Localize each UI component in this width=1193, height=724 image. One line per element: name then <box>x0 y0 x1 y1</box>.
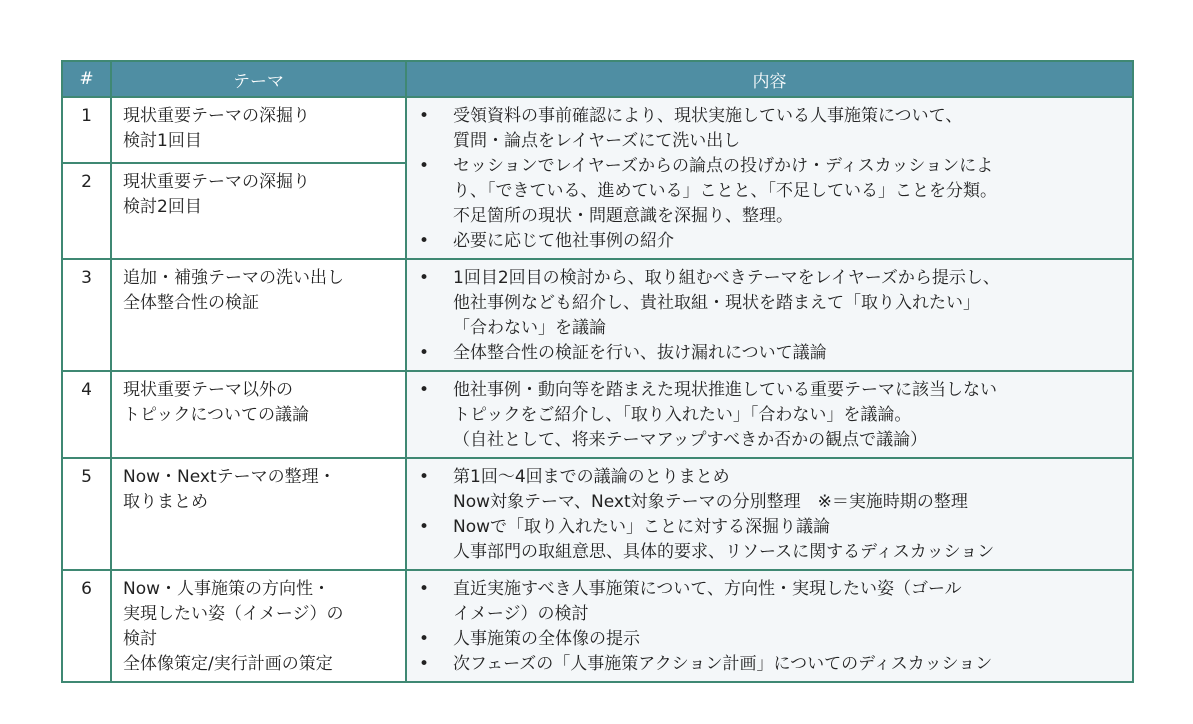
header-row <box>62 61 1133 97</box>
bullet-item <box>417 154 1126 229</box>
content-line: 人事部門の取組意思、具体的要求、リソースに関するディスカッション <box>453 542 995 562</box>
content-line: 「合わない」を議論 <box>453 318 606 338</box>
header-content: 内容 <box>406 61 1133 97</box>
bullet-icon: • <box>419 343 430 363</box>
bullet-item <box>417 104 1126 154</box>
content-line: 全体整合性の検証を行い、抜け漏れについて議論 <box>453 343 827 363</box>
theme-line: Now・人事施策の方向性・ <box>123 579 331 599</box>
bullet-item <box>417 577 1126 627</box>
bullet-icon: • <box>419 629 430 649</box>
row-number: 4 <box>62 371 111 458</box>
bullet-item <box>417 652 1126 677</box>
row-theme <box>111 163 406 259</box>
header-theme: テーマ <box>111 61 406 97</box>
row-content <box>406 259 1133 371</box>
row-theme <box>111 97 406 163</box>
row-number: 3 <box>62 259 111 371</box>
theme-line: 検討1回目 <box>123 131 202 151</box>
bullet-item <box>417 627 1126 652</box>
row-number: 6 <box>62 570 111 682</box>
table-row <box>62 371 1133 458</box>
row-number: 5 <box>62 458 111 570</box>
table-row <box>62 570 1133 682</box>
bullet-icon: • <box>419 156 430 176</box>
theme-line: 全体像策定/実行計画の策定 <box>123 654 333 674</box>
theme-line: 取りまとめ <box>123 492 208 512</box>
row-theme <box>111 259 406 371</box>
schedule-table <box>61 60 1134 683</box>
theme-line: 実現したい姿（イメージ）の <box>123 604 344 624</box>
row-number: 2 <box>62 163 111 259</box>
content-line: 他社事例なども紹介し、貴社取組・現状を踏まえて「取り入れたい」 <box>453 293 980 313</box>
row-theme <box>111 371 406 458</box>
theme-line: 検討 <box>123 629 157 649</box>
row-content <box>406 371 1133 458</box>
content-line: 人事施策の全体像の提示 <box>453 629 640 649</box>
bullet-icon: • <box>419 467 430 487</box>
content-line: り、「できている、進めている」ことと、「不足している」ことを分類。 <box>453 181 997 201</box>
row-theme <box>111 458 406 570</box>
content-line: 受領資料の事前確認により、現状実施している人事施策について、 <box>453 106 963 126</box>
theme-line: 全体整合性の検証 <box>123 293 259 313</box>
content-line: Nowで「取り入れたい」ことに対する深掘り議論 <box>453 517 831 537</box>
content-line: トピックをご紹介し、「取り入れたい」「合わない」を議論。 <box>453 405 912 425</box>
bullet-icon: • <box>419 268 430 288</box>
bullet-item <box>417 341 1126 366</box>
content-line: （自社として、将来テーマアップすべきか否かの観点で議論） <box>453 430 928 450</box>
theme-line: 検討2回目 <box>123 197 202 218</box>
content-line: 1回目2回目の検討から、取り組むべきテーマをレイヤーズから提示し、 <box>453 268 1000 288</box>
content-line: 他社事例・動向等を踏まえた現状推進している重要テーマに該当しない <box>453 380 997 400</box>
content-line: 質問・論点をレイヤーズにて洗い出し <box>453 131 741 151</box>
content-line: Now対象テーマ、Next対象テーマの分別整理 ※＝実施時期の整理 <box>453 492 968 512</box>
bullet-icon: • <box>419 380 430 400</box>
theme-line: 現状重要テーマ以外の <box>123 380 293 400</box>
content-line: セッションでレイヤーズからの論点の投げかけ・ディスカッションによ <box>453 156 994 176</box>
theme-line: Now・Nextテーマの整理・ <box>123 467 336 487</box>
bullet-icon: • <box>419 231 430 251</box>
row-theme <box>111 570 406 682</box>
content-line: 次フェーズの「人事施策アクション計画」についてのディスカッション <box>453 654 993 674</box>
row-content <box>406 570 1133 682</box>
row-number: 1 <box>62 97 111 163</box>
table-row <box>62 259 1133 371</box>
content-line: 必要に応じて他社事例の紹介 <box>453 231 674 251</box>
content-line: 第1回～4回までの議論のとりまとめ <box>453 467 730 487</box>
content-line: イメージ）の検討 <box>453 604 589 624</box>
theme-line: 追加・補強テーマの洗い出し <box>123 268 344 288</box>
bullet-icon: • <box>419 654 430 674</box>
bullet-icon: • <box>419 579 430 599</box>
theme-line: 現状重要テーマの深掘り <box>123 106 310 126</box>
table-row <box>62 97 1133 163</box>
bullet-item <box>417 266 1126 341</box>
bullet-item <box>417 378 1126 453</box>
theme-line: トピックについての議論 <box>123 405 309 425</box>
bullet-item <box>417 229 1126 254</box>
content-line: 直近実施すべき人事施策について、方向性・実現したい姿（ゴール <box>453 579 962 599</box>
theme-line: 現状重要テーマの深掘り <box>123 172 310 193</box>
bullet-item <box>417 465 1126 515</box>
content-line: 不足箇所の現状・問題意識を深掘り、整理。 <box>453 206 793 226</box>
bullet-item <box>417 515 1126 565</box>
table-row <box>62 458 1133 570</box>
header-num: # <box>62 61 111 97</box>
bullet-icon: • <box>419 106 430 126</box>
row-content <box>406 97 1133 259</box>
row-content <box>406 458 1133 570</box>
bullet-icon: • <box>419 517 430 537</box>
